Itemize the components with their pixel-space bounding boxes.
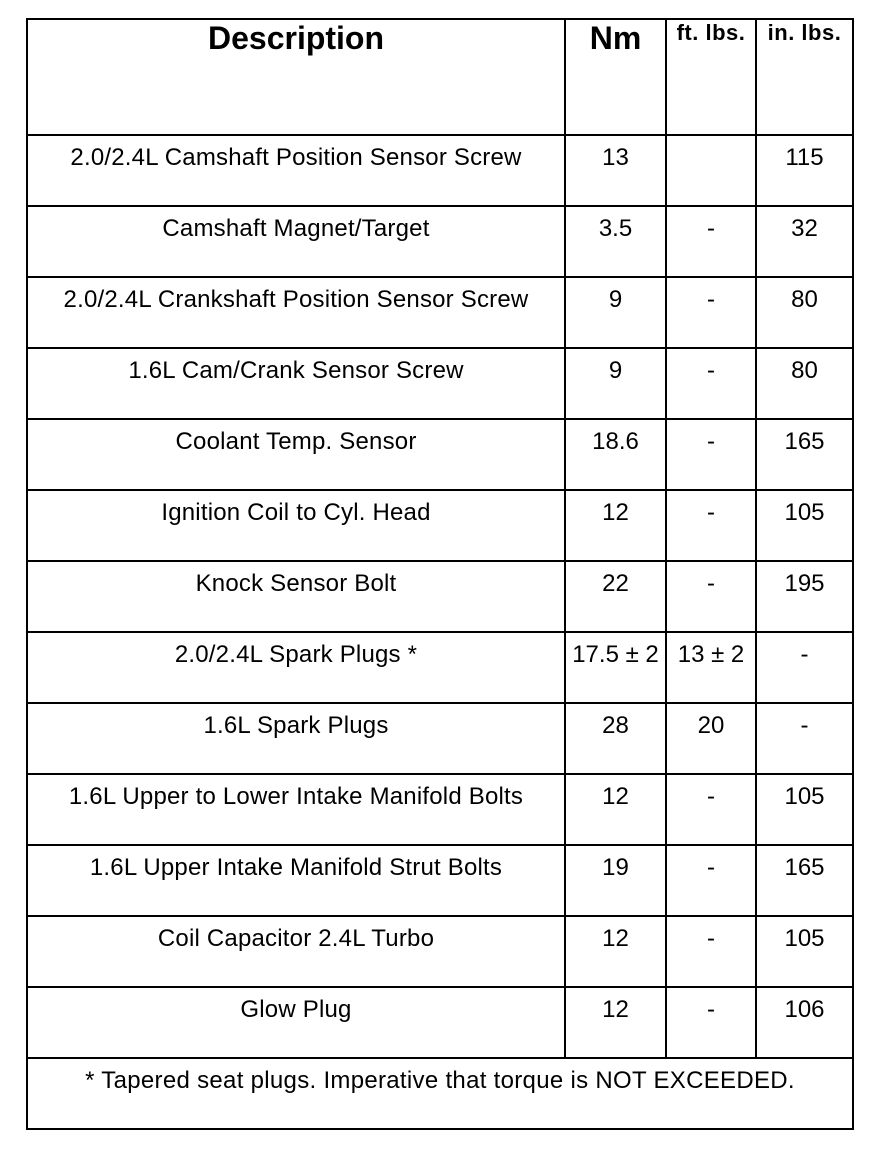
- cell-in-lbs: 32: [756, 206, 853, 277]
- table-row: [27, 916, 853, 987]
- cell-ft-lbs: -: [666, 774, 756, 845]
- cell-in-lbs: -: [756, 632, 853, 703]
- cell-in-lbs: 106: [756, 987, 853, 1058]
- table-row: [27, 135, 853, 206]
- cell-description: 2.0/2.4L Crankshaft Position Sensor Screw: [27, 277, 565, 348]
- cell-description: Coil Capacitor 2.4L Turbo: [27, 916, 565, 987]
- cell-description: 2.0/2.4L Spark Plugs *: [27, 632, 565, 703]
- table-row: [27, 348, 853, 419]
- cell-in-lbs: 165: [756, 419, 853, 490]
- header-in-lbs: in. lbs.: [756, 19, 853, 135]
- cell-nm: 12: [565, 987, 666, 1058]
- cell-description: Camshaft Magnet/Target: [27, 206, 565, 277]
- cell-in-lbs: 195: [756, 561, 853, 632]
- cell-in-lbs: 80: [756, 277, 853, 348]
- footnote-row: [27, 1058, 853, 1129]
- cell-ft-lbs: -: [666, 561, 756, 632]
- cell-in-lbs: 80: [756, 348, 853, 419]
- cell-nm: 18.6: [565, 419, 666, 490]
- table-row: [27, 987, 853, 1058]
- table-row: [27, 561, 853, 632]
- cell-ft-lbs: 20: [666, 703, 756, 774]
- cell-in-lbs: 115: [756, 135, 853, 206]
- table-header-row: [27, 19, 853, 135]
- cell-nm: 17.5 ± 2: [565, 632, 666, 703]
- cell-ft-lbs: -: [666, 206, 756, 277]
- cell-nm: 9: [565, 277, 666, 348]
- cell-nm: 13: [565, 135, 666, 206]
- cell-ft-lbs: -: [666, 348, 756, 419]
- cell-nm: 12: [565, 774, 666, 845]
- table-row: [27, 774, 853, 845]
- cell-description: 2.0/2.4L Camshaft Position Sensor Screw: [27, 135, 565, 206]
- cell-description: 1.6L Cam/Crank Sensor Screw: [27, 348, 565, 419]
- cell-in-lbs: -: [756, 703, 853, 774]
- cell-nm: 9: [565, 348, 666, 419]
- cell-in-lbs: 105: [756, 490, 853, 561]
- header-ft-lbs: ft. lbs.: [666, 19, 756, 135]
- cell-in-lbs: 165: [756, 845, 853, 916]
- cell-nm: 28: [565, 703, 666, 774]
- cell-nm: 12: [565, 916, 666, 987]
- torque-spec-table: [26, 18, 854, 1130]
- cell-nm: 19: [565, 845, 666, 916]
- header-nm: Nm: [565, 19, 666, 135]
- cell-description: Ignition Coil to Cyl. Head: [27, 490, 565, 561]
- cell-description: 1.6L Spark Plugs: [27, 703, 565, 774]
- cell-in-lbs: 105: [756, 774, 853, 845]
- table-row: [27, 703, 853, 774]
- cell-in-lbs: 105: [756, 916, 853, 987]
- cell-nm: 12: [565, 490, 666, 561]
- table-row: [27, 419, 853, 490]
- cell-description: Knock Sensor Bolt: [27, 561, 565, 632]
- cell-description: 1.6L Upper Intake Manifold Strut Bolts: [27, 845, 565, 916]
- cell-ft-lbs: -: [666, 916, 756, 987]
- cell-description: Coolant Temp. Sensor: [27, 419, 565, 490]
- cell-ft-lbs: 13 ± 2: [666, 632, 756, 703]
- cell-ft-lbs: [666, 135, 756, 206]
- footnote: * Tapered seat plugs. Imperative that torque is NOT EXCEEDED.: [27, 1058, 853, 1129]
- cell-description: Glow Plug: [27, 987, 565, 1058]
- table-row: [27, 490, 853, 561]
- table-row: [27, 277, 853, 348]
- cell-ft-lbs: -: [666, 987, 756, 1058]
- cell-ft-lbs: -: [666, 845, 756, 916]
- table-row: [27, 206, 853, 277]
- cell-nm: 3.5: [565, 206, 666, 277]
- cell-ft-lbs: -: [666, 490, 756, 561]
- cell-description: 1.6L Upper to Lower Intake Manifold Bolts: [27, 774, 565, 845]
- cell-ft-lbs: -: [666, 277, 756, 348]
- header-description: Description: [27, 19, 565, 135]
- cell-nm: 22: [565, 561, 666, 632]
- table-row: [27, 632, 853, 703]
- cell-ft-lbs: -: [666, 419, 756, 490]
- table-row: [27, 845, 853, 916]
